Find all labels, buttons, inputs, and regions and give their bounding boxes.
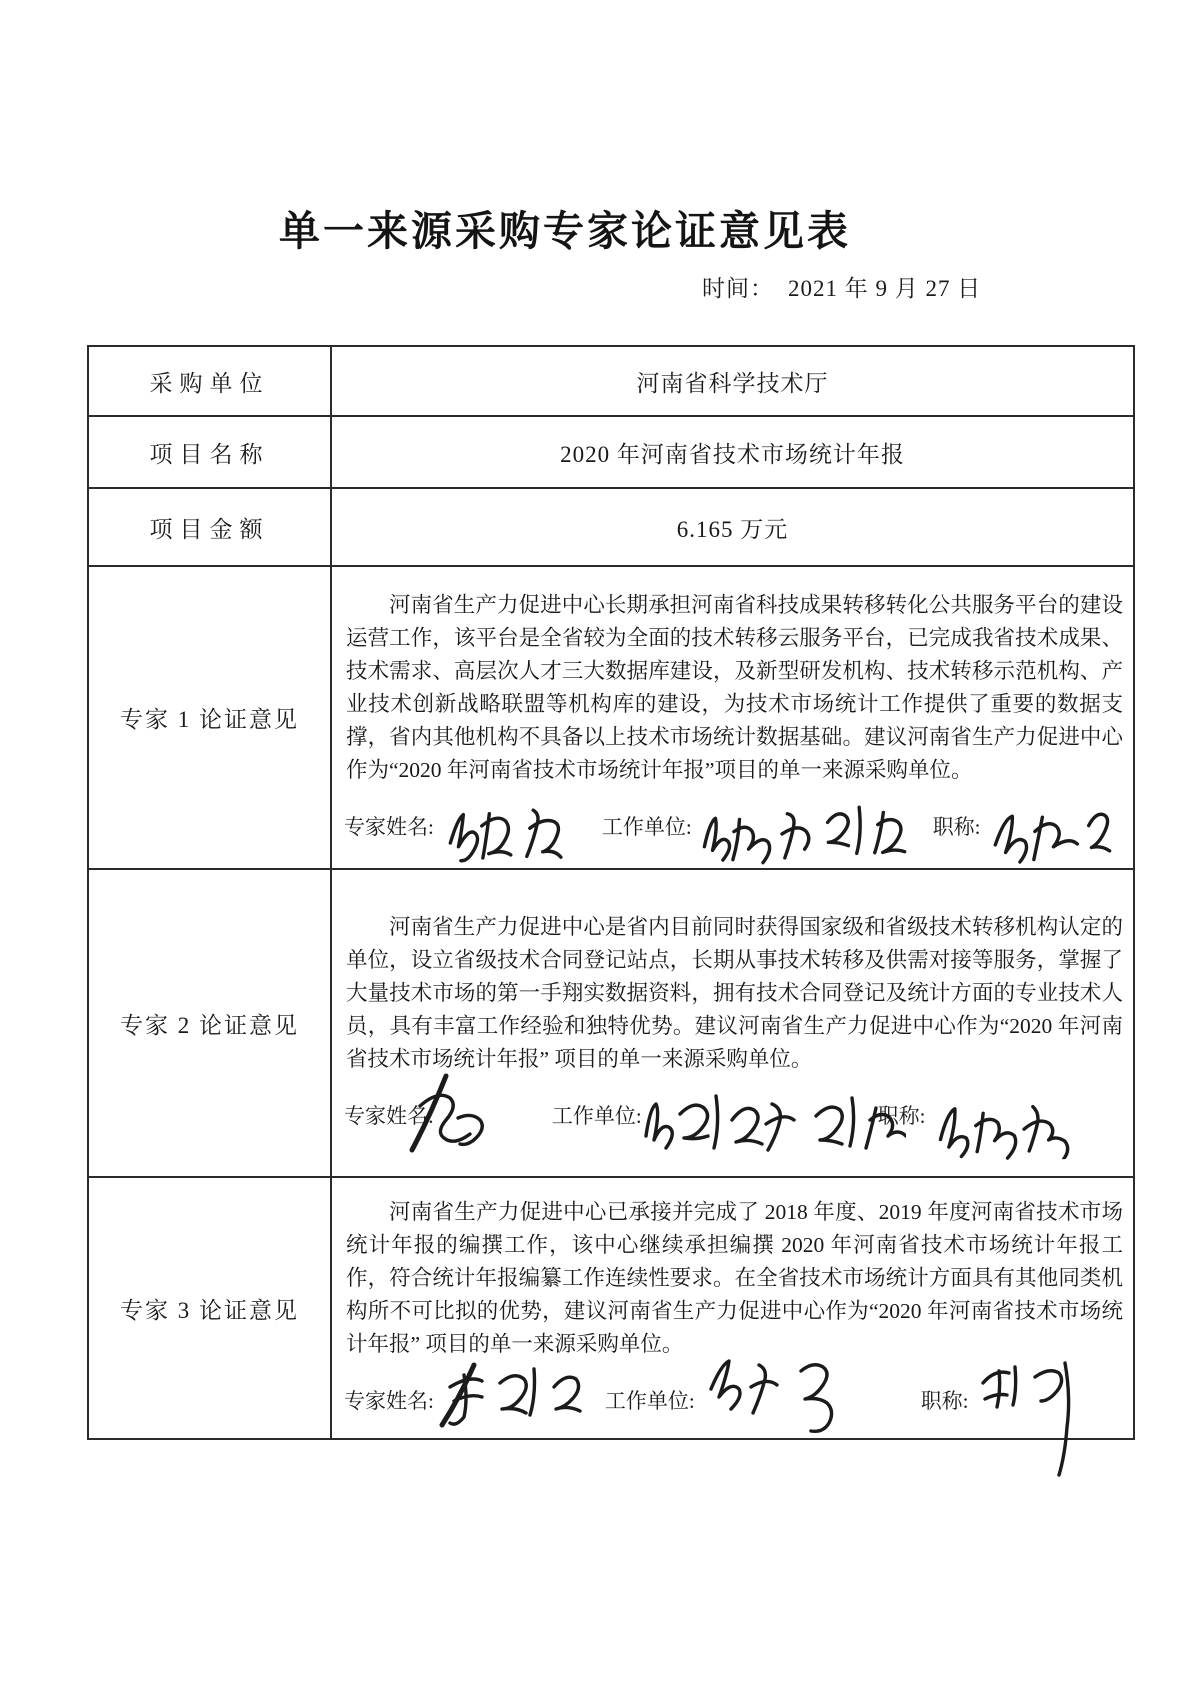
- job-title-label: 职称:: [932, 814, 981, 839]
- row-value-project-name: 2020 年河南省技术市场统计年报: [331, 416, 1134, 488]
- table-row: [88, 346, 1134, 416]
- row-label-purchasing-unit: 采购单位: [88, 346, 331, 416]
- job-title-label: 职称:: [877, 1103, 926, 1128]
- job-title-label: 职称:: [920, 1388, 969, 1413]
- expert-1-title-signature: [980, 802, 1117, 867]
- date-value: 2021 年 9 月 27 日: [788, 276, 982, 301]
- expert-1-name-signature: [433, 798, 585, 867]
- row-label-project-amount: 项目金额: [88, 488, 331, 566]
- expert-1-unit-signature: [691, 796, 928, 868]
- work-unit-label: 工作单位:: [604, 1388, 695, 1413]
- date-label: 时间：: [702, 276, 774, 301]
- expert-1-label: 专家 1 论证意见: [88, 566, 331, 869]
- expert-name-label: 专家姓名:: [344, 1388, 434, 1413]
- expert-3-name-signature: [434, 1361, 589, 1433]
- expert-3-label: 专家 3 论证意见: [88, 1177, 331, 1439]
- table-row-expert-3: [88, 1177, 1134, 1439]
- table-row-expert-2: [88, 869, 1134, 1177]
- expert-2-label: 专家 2 论证意见: [88, 869, 331, 1177]
- expert-2-signature-row: [344, 1076, 1127, 1142]
- table-row-expert-1: [88, 566, 1134, 869]
- table-row: [88, 488, 1134, 566]
- expert-3-opinion: 河南省生产力促进中心已承接并完成了 2018 年度、2019 年度河南省技术市场统计年报的编撰工作，该中心继续承担编撰 2020 年河南省技术市场统计年报工作，符合统计年报编纂工作连续性要求。在全省技术市场统计方面具有其他同类机构所不可比拟的优势，建议河南省生产力促进中心作为“2020 年河南省技术市场统计年报” 项目的单一来源采购单位。: [346, 1199, 1123, 1356]
- row-value-project-amount: 6.165 万元: [331, 488, 1134, 566]
- expert-1-signature-row: [344, 787, 1127, 853]
- work-unit-label: 工作单位:: [551, 1103, 642, 1128]
- page-title: 单一来源采购专家论证意见表: [279, 208, 851, 254]
- opinion-table: [87, 345, 1135, 1440]
- expert-2-title-signature: [924, 1091, 1092, 1166]
- expert-2-opinion: 河南省生产力促进中心是省内目前同时获得国家级和省级技术转移机构认定的单位，设立省级技术合同登记站点，长期从事技术转移及供需对接等服务，掌握了大量技术市场的第一手翔实数据资料，拥有技术合同登记及统计方面的专业技术人员，具有丰富工作经验和独特优势。建议河南省生产力促进中心作为“2020 年河南省技术市场统计年报” 项目的单一来源采购单位。: [346, 914, 1123, 1071]
- table-row: [88, 416, 1134, 488]
- row-label-project-name: 项目名称: [88, 416, 331, 488]
- expert-1-opinion: 河南省生产力促进中心长期承担河南省科技成果转移转化公共服务平台的建设运营工作，该平台是全省较为全面的技术转移云服务平台，已完成我省技术成果、技术需求、高层次人才三大数据库建设，及新型研发机构、技术转移示范机构、产业技术创新战略联盟等机构库的建设，为技术市场统计工作提供了重要的数据支撑，省内其他机构不具备以上技术市场统计数据基础。建议河南省生产力促进中心作为“2020 年河南省技术市场统计年报”项目的单一来源采购单位。: [346, 592, 1123, 782]
- expert-3-unit-signature: [695, 1353, 865, 1449]
- expert-3-title-signature: [969, 1355, 1079, 1485]
- work-unit-label: 工作单位:: [601, 814, 692, 839]
- expert-3-signature-row: [344, 1361, 1127, 1427]
- expert-2-name-signature: [400, 1072, 512, 1158]
- row-value-purchasing-unit: 河南省科学技术厅: [331, 346, 1134, 416]
- expert-2-unit-signature: [636, 1090, 906, 1160]
- date-line: [702, 270, 981, 303]
- expert-name-label: 专家姓名:: [344, 814, 434, 839]
- expert-name-label: 专家姓名:: [344, 1103, 434, 1128]
